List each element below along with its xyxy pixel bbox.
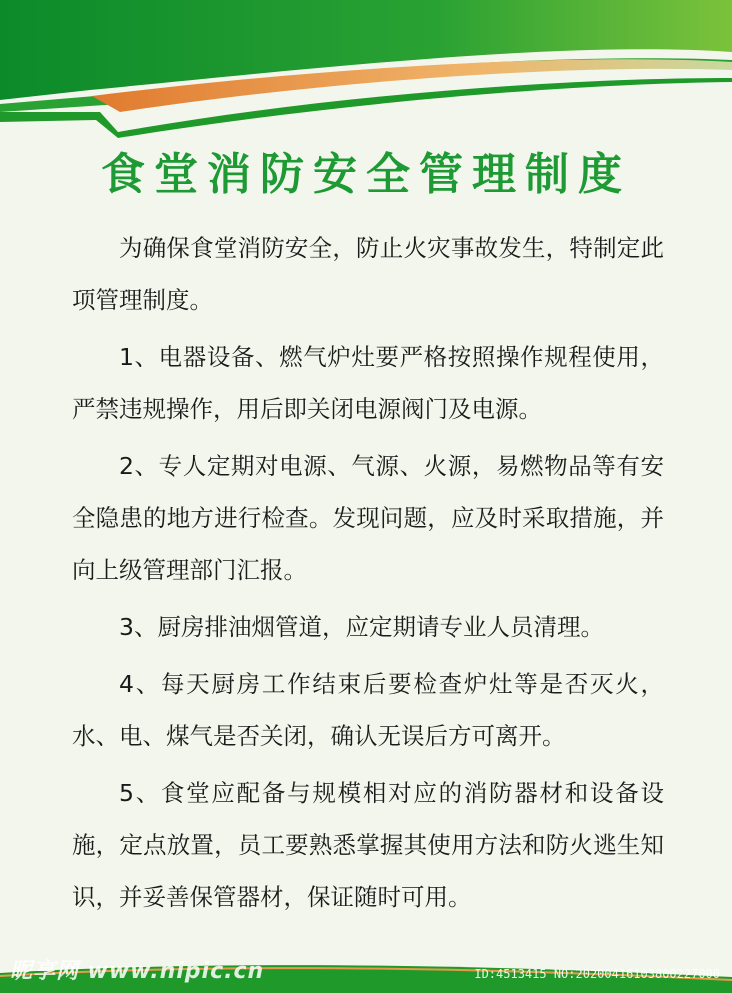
regulation-body [72,222,664,928]
page-title: 食堂消防安全管理制度 [101,149,631,200]
site-watermark: 昵享网 www.nipic.cn [10,959,265,984]
intro-paragraph: 为确保食堂消防安全，防止火灾事故发生，特制定此项管理制度。 [72,234,664,314]
rule-item-5: 5、食堂应配备与规模相对应的消防器材和设备设施，定点放置，员工要熟悉掌握其使用方法和防火逃生知识，并妥善保管器材，保证随时可用。 [72,779,664,911]
rule-item-3: 3、厨房排油烟管道，应定期请专业人员清理。 [119,613,604,641]
rule-item-2: 2、专人定期对电源、气源、火源，易燃物品等有安全隐患的地方进行检查。发现问题，应及时采取措施，并向上级管理部门汇报。 [72,452,664,584]
header-decoration [0,0,732,150]
rule-item-4: 4、每天厨房工作结束后要检查炉灶等是否灭火，水、电、煤气是否关闭，确认无误后方可离开。 [72,670,664,750]
image-id-watermark: ID:4513415 NO:20200416103800227000 [474,967,720,981]
rule-item-1: 1、电器设备、燃气炉灶要严格按照操作规程使用，严禁违规操作，用后即关闭电源阀门及电源。 [72,343,664,423]
